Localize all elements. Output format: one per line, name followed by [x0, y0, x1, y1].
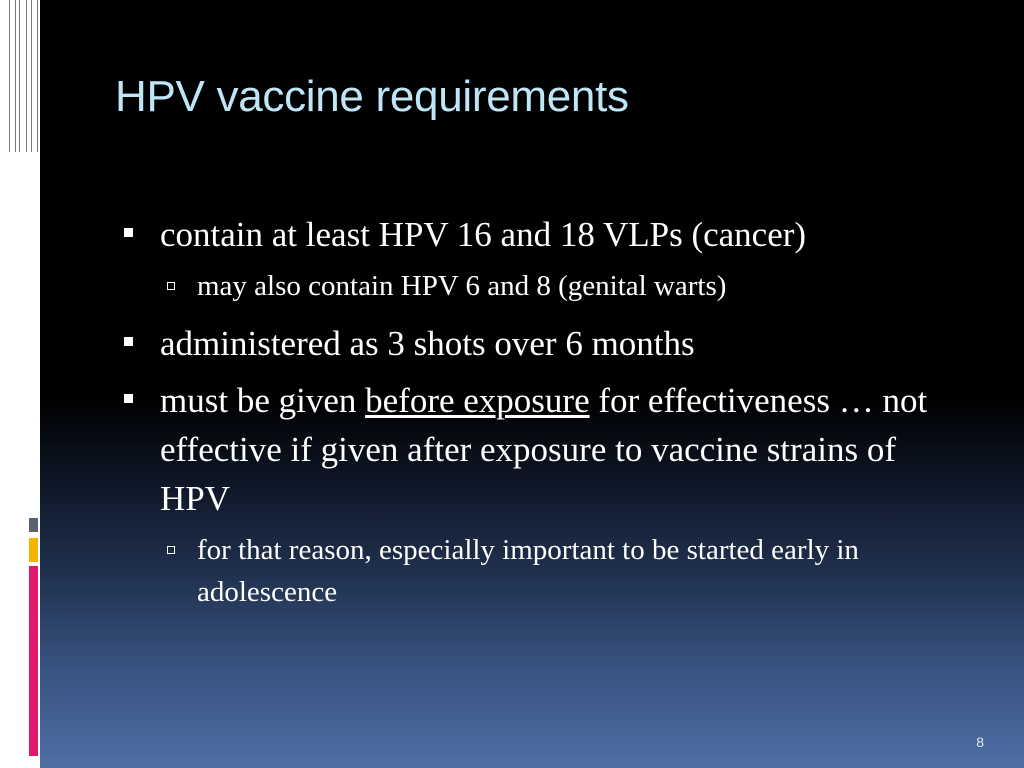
accent-bar-yellow — [29, 538, 38, 562]
accent-bar-magenta — [29, 566, 38, 756]
bullet-item — [120, 376, 950, 523]
square-bullet-icon — [124, 228, 133, 237]
sub-bullet-text: may also contain HPV 6 and 8 (genital warts) — [197, 270, 727, 302]
accent-bar-gray — [29, 518, 38, 532]
bullet-text-before: must be given — [160, 381, 366, 420]
bullet-text-underlined: before exposure — [365, 381, 590, 420]
bullet-text: administered as 3 shots over 6 months — [160, 324, 695, 363]
sub-bullet-item — [120, 265, 950, 307]
slide-title: HPV vaccine requirements — [115, 72, 629, 121]
square-bullet-icon — [124, 394, 133, 403]
hollow-square-bullet-icon — [167, 282, 175, 290]
slide-content — [40, 0, 1024, 768]
bullet-text: contain at least HPV 16 and 18 VLPs (cancer) — [160, 215, 807, 254]
sub-bullet-text: for that reason, especially important to be started early in adolescence — [197, 534, 859, 608]
slide-number: 8 — [976, 734, 984, 750]
bullet-item — [120, 319, 950, 368]
sub-bullet-item — [120, 529, 950, 613]
bullet-text-after: for effectiveness … not effective if given after exposure to vaccine strains of HPV — [160, 381, 928, 518]
bullet-list — [120, 210, 950, 625]
hollow-square-bullet-icon — [167, 546, 175, 554]
vertical-stripes-decoration — [4, 0, 38, 152]
square-bullet-icon — [124, 337, 133, 346]
left-decorative-strip — [0, 0, 40, 768]
bullet-item — [120, 210, 950, 259]
